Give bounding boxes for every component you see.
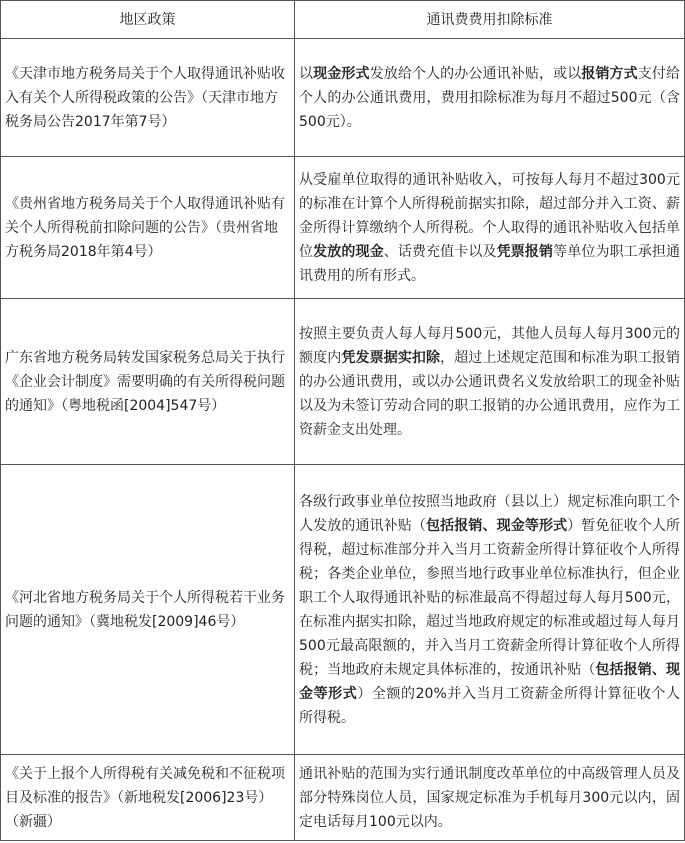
- table-row: [1, 157, 685, 299]
- cell-text: 《天津市地方税务局关于个人取得通讯补贴收入有关个人所得税政策的公告》（天津市地方税务局公告2017年第7号）: [5, 65, 285, 130]
- cell-text: 各级行政事业单位按照当地政府（县以上）规定标准向职工个人发放的通讯补贴（: [299, 493, 680, 534]
- header-region-policy: 地区政策: [1, 1, 295, 39]
- header-deduction-standard: 通讯费费用扣除标准: [295, 1, 685, 39]
- table-row: [1, 299, 685, 465]
- policy-cell: [1, 39, 295, 157]
- emphasis-text: 凭发票据实扣除: [341, 349, 441, 366]
- emphasis-text: 凭票报销: [496, 243, 554, 260]
- header-row: [1, 1, 685, 39]
- emphasis-text: 包括报销、现金等形式: [426, 517, 568, 534]
- table-row: [1, 39, 685, 157]
- table-row: [1, 465, 685, 755]
- deduction-standard-cell: [295, 465, 685, 755]
- cell-text: 以: [299, 65, 314, 82]
- table-body: [1, 39, 685, 841]
- deduction-standard-cell: [295, 755, 685, 841]
- cell-text: 发放给个人的办公通讯补贴，或以: [369, 65, 582, 82]
- deduction-standard-cell: [295, 157, 685, 299]
- policy-cell: [1, 299, 295, 465]
- deduction-standard-cell: [295, 39, 685, 157]
- policy-cell: [1, 755, 295, 841]
- cell-text: ）全额的20%并入当月工资薪金所得计算征收个人所得税。: [299, 685, 680, 726]
- cell-text: 支付给个人的办公通讯费用，费用扣除标准为每月不超过500元（含500元）。: [299, 65, 681, 130]
- cell-text: 按照主要负责人每人每月500元，其他人员每人每月300元的额度内: [299, 325, 680, 366]
- cell-text: 等单位为职工承担通讯费用的所有形式。: [299, 243, 681, 284]
- cell-text: 《关于上报个人所得税有关减免税和不征税项目及标准的报告》（新地税发[2006]23号）（新疆）: [5, 765, 285, 830]
- emphasis-text: 包括报销、现金等形式: [299, 661, 680, 702]
- policy-cell: [1, 465, 295, 755]
- cell-text: 从受雇单位取得的通讯补贴收入，可按每人每月不超过300元的标准在计算个人所得税前据实扣除，超过部分并入工资、薪金所得计算缴纳个人所得税。个人取得的通讯补贴收入包括单位: [299, 171, 680, 260]
- cell-text: ，超过上述规定范围和标准为职工报销的办公通讯费用，或以办公通讯费名义发放给职工的现金补贴以及为未签订劳动合同的职工报销的办公通讯费用，应作为工资薪金支出处理。: [299, 349, 681, 438]
- emphasis-text: 现金形式: [313, 65, 370, 82]
- deduction-standard-cell: [295, 299, 685, 465]
- policy-cell: [1, 157, 295, 299]
- table-row: [1, 755, 685, 841]
- cell-text: 通讯补贴的范围为实行通讯制度改革单位的中高级管理人员及部分特殊岗位人员，国家规定标准为手机每月300元以内，固定电话每月100元以内。: [299, 765, 680, 830]
- cell-text: 《贵州省地方税务局关于个人取得通讯补贴有关个人所得税前扣除问题的公告》（贵州省地方税务局2018年第4号）: [5, 195, 285, 260]
- cell-text: 广东省地方税务局转发国家税务总局关于执行《企业会计制度》需要明确的有关所得税问题的通知》（粤地税函[2004]547号）: [5, 349, 285, 414]
- cell-text: 、话费充值卡以及: [383, 243, 497, 260]
- emphasis-text: 报销方式: [581, 65, 638, 82]
- emphasis-text: 发放的现金: [313, 243, 384, 260]
- cell-text: ）暂免征收个人所得税，超过标准部分并入当月工资薪金所得计算征收个人所得税；各类企业单位，参照当地行政事业单位标准执行，但企业职工个人取得通讯补贴的标准最高不得超过每人每月500元，在标准内据实扣除，超过当地政府规定的标准或超过每人每月500元最高限额的，并入当月工资薪金所得计算征收个人所得税；当地政府未规定具体标准的，按通讯补贴（: [299, 517, 681, 678]
- cell-text: 《河北省地方税务局关于个人所得税若干业务问题的通知》（冀地税发[2009]46号）: [5, 589, 285, 630]
